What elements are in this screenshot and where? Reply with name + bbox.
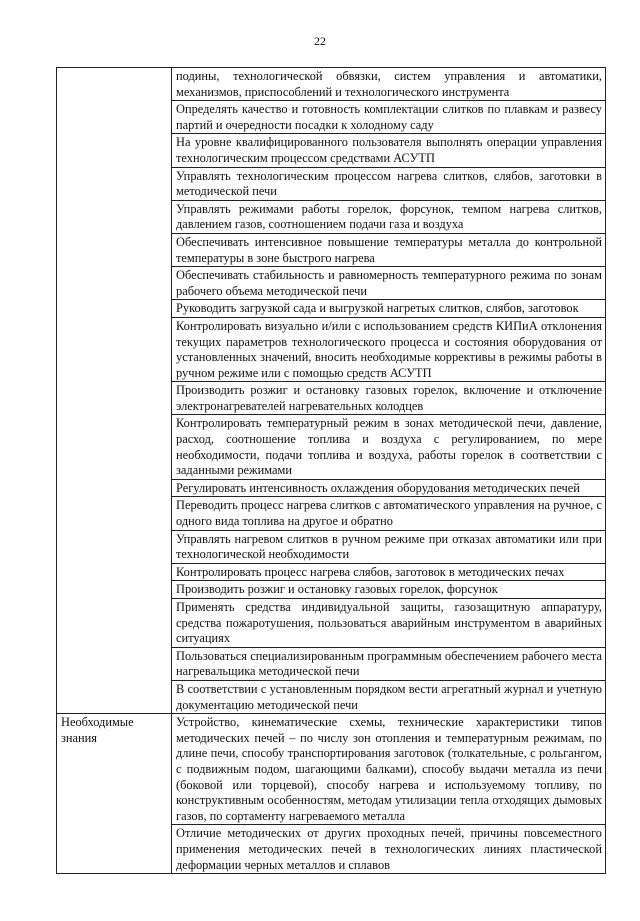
row-label: Необходимые знания xyxy=(61,715,134,745)
row-text: Руководить загрузкой сада и выгрузкой нагретых слитков, слябов, заготовок xyxy=(176,301,579,316)
row-text: подины, технологической обвязки, систем управления и автоматики, механизмов, приспособлений и технологического инструмента xyxy=(176,69,602,99)
row-text: Обеспечивать стабильность и равномерность температурного режима по зонам рабочего объема методической печи xyxy=(176,268,602,298)
row-text: На уровне квалифицированного пользователя выполнять операции управления технологическим процессом средствами АСУТП xyxy=(176,135,602,165)
text-cell xyxy=(172,200,606,233)
row-text: Контролировать процесс нагрева слябов, заготовок в методических печах xyxy=(176,564,565,579)
row-text: Пользоваться специализированным программным обеспечением рабочего места нагревальщика методической печи xyxy=(176,648,602,679)
text-cell xyxy=(172,317,606,381)
text-cell xyxy=(172,415,606,479)
label-cell-skills xyxy=(57,68,172,714)
text-cell xyxy=(172,680,606,713)
text-cell xyxy=(172,68,606,101)
row-text: Переводить процесс нагрева слитков с автоматического управления на ручное, с одного вида топлива на другое и обратно xyxy=(176,498,602,529)
row-text: Регулировать интенсивность охлаждения оборудования методических печей xyxy=(176,480,580,495)
text-cell xyxy=(172,714,606,825)
text-cell xyxy=(172,167,606,200)
text-cell xyxy=(172,563,606,581)
row-text: Управлять режимами работы горелок, форсунок, темпом нагрева слитков, давлением газов, соотношением подачи газа и воздуха xyxy=(176,201,602,232)
row-text: Контролировать визуально и/или с использованием средств КИПиА отклонения текущих параметров технологического процесса и состояния оборудования от установленных значений, вносить необходимые коррективы в режимы работы в ручном режиме или с помощью средств АСУТП xyxy=(176,318,602,380)
text-cell xyxy=(172,382,606,415)
table-row xyxy=(57,68,606,101)
row-text: Контролировать температурный режим в зонах методической печи, давление, расход, соотношение топлива и воздуха с регулированием, по мере необходимости, подачи топлива и воздуха, работы горелок в соответствии с заданными режимами xyxy=(176,416,602,478)
row-text: Управлять нагревом слитков в ручном режиме при отказах автоматики или при технологической необходимости xyxy=(176,531,602,562)
row-text: Отличие методических от других проходных печей, причины повсеместного применения методических печей в технологических линиях пластической деформации черных металлов и сплавов xyxy=(176,826,602,872)
row-text: Обеспечивать интенсивное повышение температуры металла до контрольной температуры в зоне быстрого нагрева xyxy=(176,234,602,265)
text-cell xyxy=(172,825,606,874)
page-number: 22 xyxy=(314,34,326,48)
text-cell xyxy=(172,479,606,497)
text-cell xyxy=(172,267,606,300)
row-text: Применять средства индивидуальной защиты, газозащитную аппаратуру, средства пожаротушения, пользоваться аварийным инструментом в аварийных ситуациях xyxy=(176,600,602,646)
label-cell-knowledge xyxy=(57,714,172,874)
text-cell xyxy=(172,599,606,648)
text-cell xyxy=(172,101,606,134)
table-row xyxy=(57,714,606,825)
row-text: Определять качество и готовность комплектации слитков по плавкам и развесу партий и очередности посадки к холодному саду xyxy=(176,102,602,132)
text-cell xyxy=(172,134,606,167)
text-cell xyxy=(172,647,606,680)
text-cell xyxy=(172,530,606,563)
skills-table xyxy=(56,67,606,874)
text-cell xyxy=(172,300,606,318)
text-cell xyxy=(172,581,606,599)
row-text: Производить розжиг и остановку газовых горелок, включение и отключение электронагревателей нагревательных колодцев xyxy=(176,383,602,413)
row-text: Производить розжиг и остановку газовых горелок, форсунок xyxy=(176,582,498,597)
row-text: В соответствии с установленным порядком вести агрегатный журнал и учетную документацию методической печи xyxy=(176,681,602,712)
row-text: Устройство, кинематические схемы, технические характеристики типов методических печей – по числу зон отопления и температурным режимам, по длине печи, способу транспортирования заготовок (толкательные, с рольгангом, с подвижным подом, шагающими балками), способу выдачи металла из печи (боковой или торцевой), способу нагрева и используемому топливу, по конструктивным особенностям, методам утилизации тепла отходящих дымовых газов, по сортаменту нагреваемого металла xyxy=(176,715,602,823)
row-text: Управлять технологическим процессом нагрева слитков, слябов, заготовки в методической печи xyxy=(176,168,602,199)
text-cell xyxy=(172,497,606,530)
text-cell xyxy=(172,233,606,266)
